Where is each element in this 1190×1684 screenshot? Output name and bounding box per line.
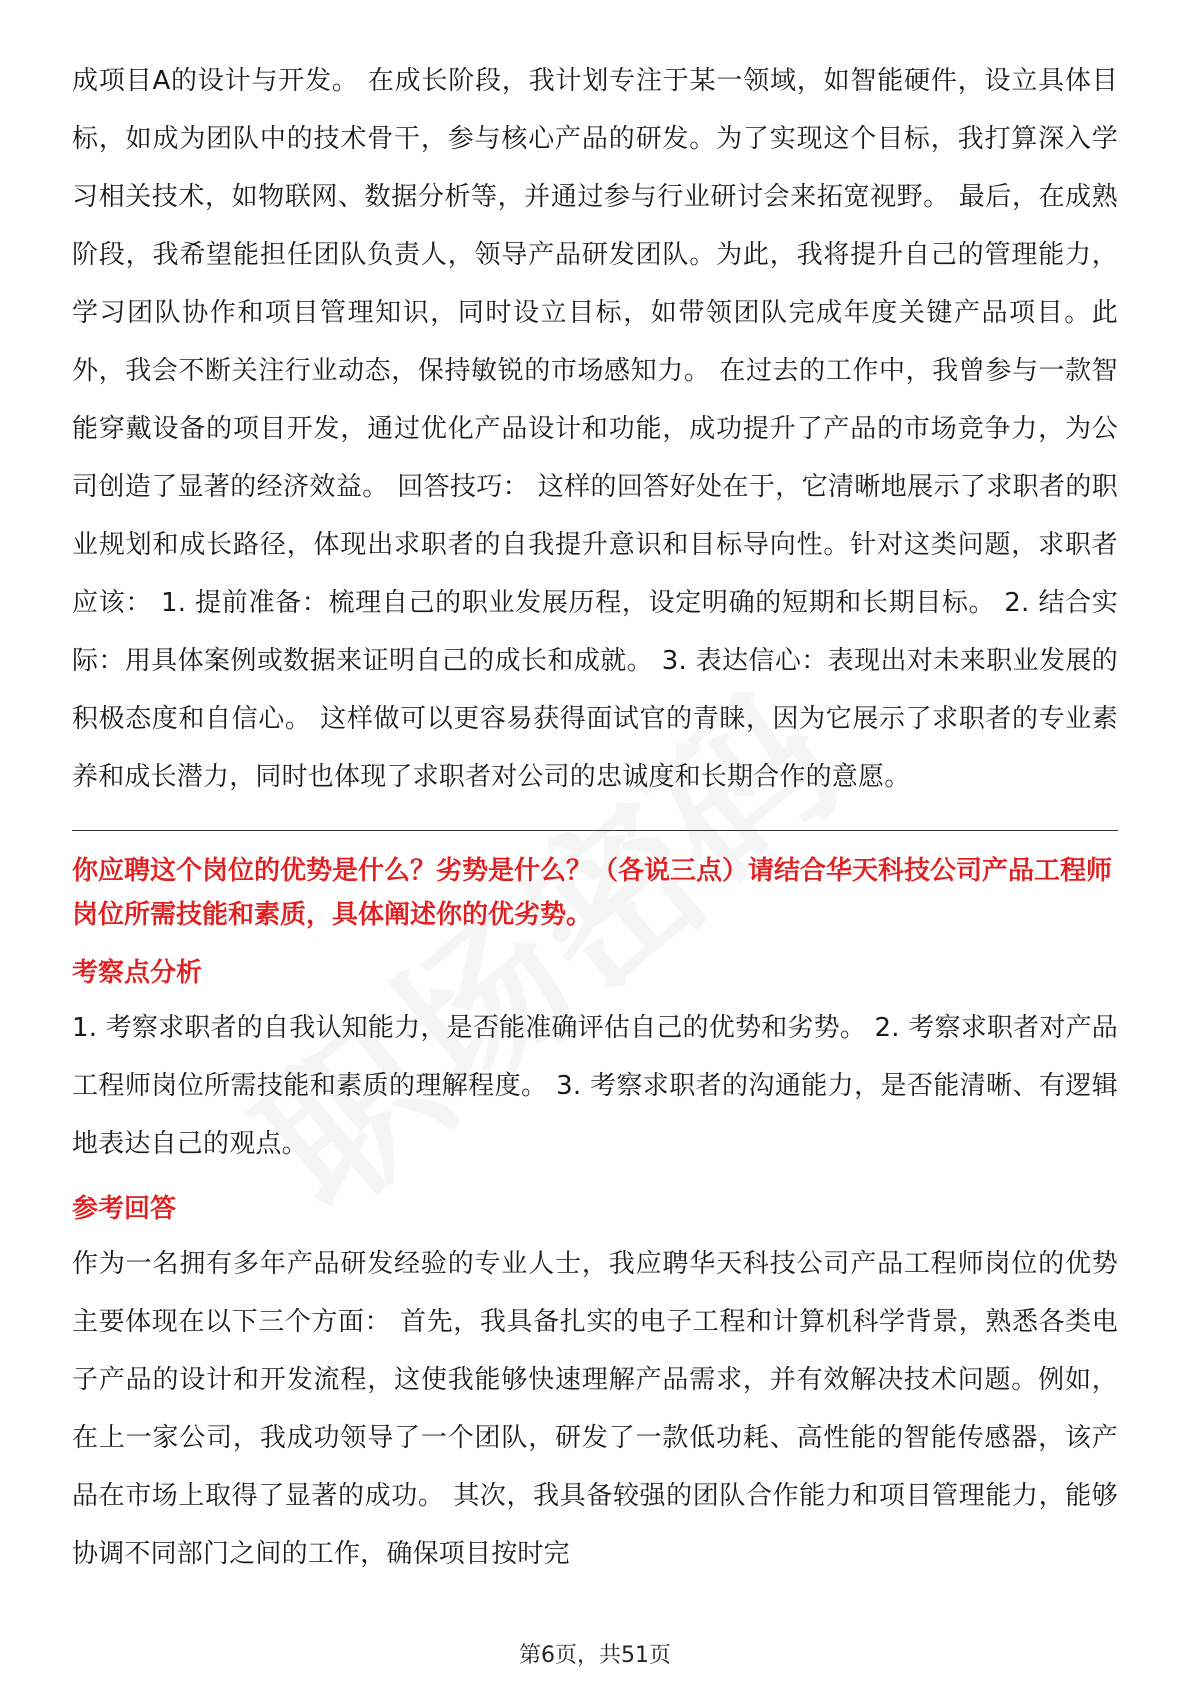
answer-heading: 参考回答: [72, 1194, 177, 1224]
page-footer: 第6页，共51页: [519, 1643, 671, 1668]
document-page: [72, 52, 1118, 1583]
answer-paragraph: 作为一名拥有多年产品研发经验的专业人士，我应聘华天科技公司产品工程师岗位的优势主要体现在以下三个方面： 首先，我具备扎实的电子工程和计算机科学背景，熟悉各类电子产品的设计和开发流程，这使我能够快速理解产品需求，并有效解决技术问题。例如，在上一家公司，我成功领导了一个团队，研发了一款低功耗、高性能的智能传感器，该产品在市场上取得了显著的成功。 其次，我具备较强的团队合作能力和项目管理能力，能够协调不同部门之间的工作，确保项目按时完: [72, 1249, 1118, 1569]
analysis-paragraph: 1. 考察求职者的自我认知能力，是否能准确评估自己的优势和劣势。 2. 考察求职者对产品工程师岗位所需技能和素质的理解程度。 3. 考察求职者的沟通能力，是否能清晰、有逻辑地表达自己的观点。: [72, 1013, 1118, 1159]
section-divider: [72, 830, 1118, 831]
continuation-paragraph: 成项目A的设计与开发。 在成长阶段，我计划专注于某一领域，如智能硬件，设立具体目标，如成为团队中的技术骨干，参与核心产品的研发。为了实现这个目标，我打算深入学习相关技术，如物联网、数据分析等，并通过参与行业研讨会来拓宽视野。 最后，在成熟阶段，我希望能担任团队负责人，领导产品研发团队。为此，我将提升自己的管理能力，学习团队协作和项目管理知识，同时设立目标，如带领团队完成年度关键产品项目。此外，我会不断关注行业动态，保持敏锐的市场感知力。 在过去的工作中，我曾参与一款智能穿戴设备的项目开发，通过优化产品设计和功能，成功提升了产品的市场竞争力，为公司创造了显著的经济效益。 回答技巧： 这样的回答好处在于，它清晰地展示了求职者的职业规划和成长路径，体现出求职者的自我提升意识和目标导向性。针对这类问题，求职者应该： 1. 提前准备：梳理自己的职业发展历程，设定明确的短期和长期目标。 2. 结合实际：用具体案例或数据来证明自己的成长和成就。 3. 表达信心：表现出对未来职业发展的积极态度和自信心。 这样做可以更容易获得面试官的青睐，因为它展示了求职者的专业素养和成长潜力，同时也体现了求职者对公司的忠诚度和长期合作的意愿。: [72, 66, 1118, 792]
analysis-heading: 考察点分析: [72, 958, 203, 988]
question-text: 你应聘这个岗位的优势是什么？劣势是什么？（各说三点）请结合华天科技公司产品工程师岗位所需技能和素质，具体阐述你的优劣势。: [72, 856, 1113, 930]
